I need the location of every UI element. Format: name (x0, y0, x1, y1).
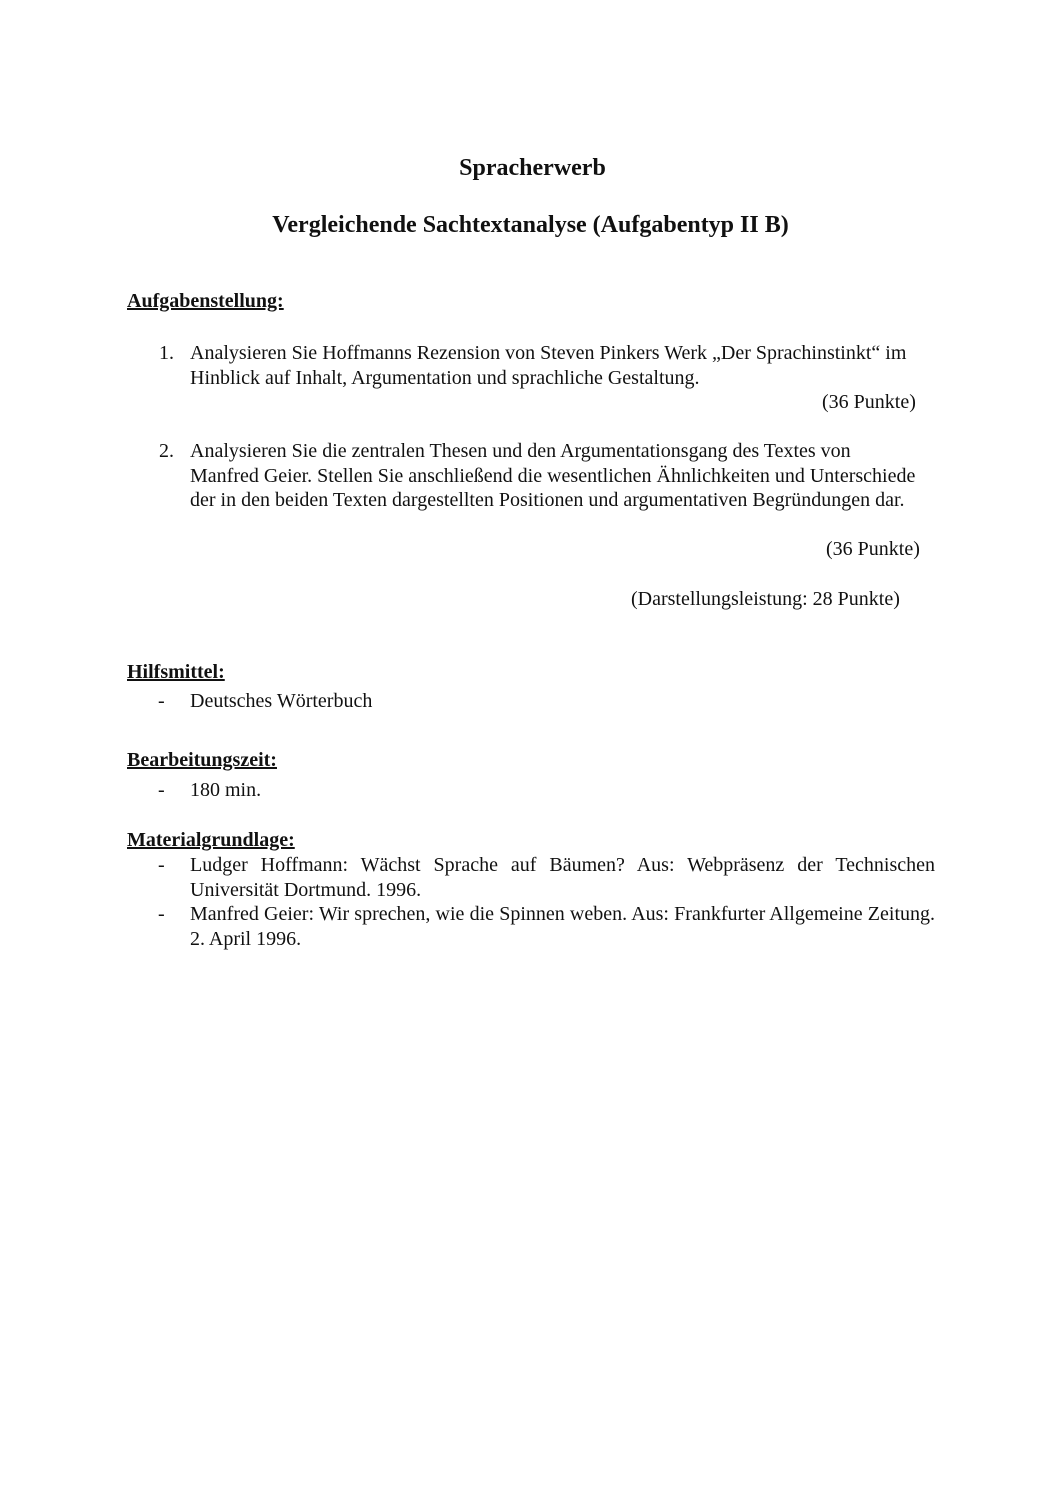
list-item-text: 180 min. (190, 779, 262, 801)
document-title: Spracherwerb (459, 155, 606, 181)
bullet-dash: - (158, 690, 165, 712)
bullet-dash: - (158, 779, 165, 801)
darstellungsleistung: (Darstellungsleistung: 28 Punkte) (631, 588, 900, 610)
task-points: (36 Punkte) (822, 391, 916, 413)
hilfsmittel-heading: Hilfsmittel: (127, 661, 225, 683)
task-text: Analysieren Sie die zentralen Thesen und den Argumentationsgang des Textes von Manfred Geier. Stellen Sie anschließend die wesentlichen Ähnlichkeiten und Unterschiede der in den beiden Texten dargestellten Positionen und argumentativen Begründungen dar. (190, 440, 916, 511)
materialgrundlage-heading: Materialgrundlage: (127, 829, 295, 851)
task-number: 1. (159, 342, 174, 364)
list-item (158, 902, 935, 951)
list-item-text: Deutsches Wörterbuch (190, 690, 373, 712)
bullet-dash: - (158, 903, 165, 925)
list-item (158, 853, 935, 902)
aufgabenstellung-heading: Aufgabenstellung: (127, 290, 284, 312)
document-subtitle: Vergleichende Sachtextanalyse (Aufgabentyp II B) (272, 212, 789, 238)
task-number: 2. (159, 440, 174, 462)
task-item (159, 341, 924, 390)
task-text: Analysieren Sie Hoffmanns Rezension von Steven Pinkers Werk „Der Sprachinstinkt“ im Hinblick auf Inhalt, Argumentation und sprachliche Gestaltung. (190, 342, 907, 389)
task-points: (36 Punkte) (826, 538, 920, 560)
bearbeitungszeit-heading: Bearbeitungszeit: (127, 749, 277, 771)
list-item-text: Ludger Hoffmann: Wächst Sprache auf Bäumen? Aus: Webpräsenz der Technischen Universität Dortmund. 1996. (190, 854, 935, 901)
list-item-text: Manfred Geier: Wir sprechen, wie die Spinnen weben. Aus: Frankfurter Allgemeine Zeitung. 2. April 1996. (190, 903, 935, 950)
list-item (158, 689, 558, 714)
list-item (158, 778, 558, 803)
task-item (159, 439, 919, 513)
bullet-dash: - (158, 854, 165, 876)
